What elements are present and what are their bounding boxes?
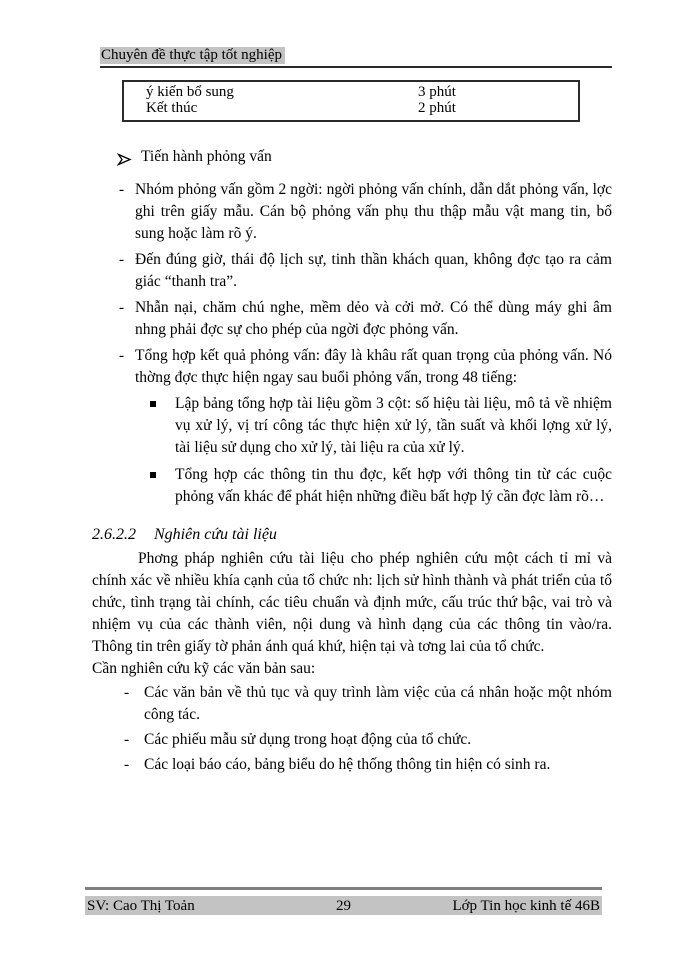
- dash-bullet-icon: -: [124, 731, 130, 748]
- sub-list-item: [150, 464, 612, 508]
- footer-class: Lớp Tin học kinh tế 46B: [452, 897, 600, 914]
- table-cell-value: 3 phút: [418, 84, 456, 100]
- table-cell-value: 2 phút: [418, 100, 456, 116]
- table-cell-label: Kết thúc: [146, 100, 198, 116]
- body-paragraph: Phơng pháp nghiên cứu tài liệu cho phép nghiên cứu một cách tỉ mỉ và chính xác về nhiều khía cạnh của tổ chức nh: lịch sử hình thành và phát triển của tổ chức, tình trạng tài chính, các tiêu chuẩn và định mức, cấu trúc thứ bậc, vai trò và nhiệm vụ của các thành viên, nội dung và hình dạng của các thông tin vào/ra. Thông tin trên giấy tờ phản ánh quá khứ, hiện tại và tơng lai của tổ chức.: [92, 550, 612, 655]
- table-row: [146, 100, 578, 116]
- dash-bullet-icon: -: [124, 756, 130, 773]
- schedule-table: [122, 80, 580, 122]
- arrow-list-item: [117, 146, 612, 173]
- list-item-text: Nhóm phỏng vấn gồm 2 ngời: ngời phỏng vấn chính, dẫn dắt phỏng vấn, lợc ghi trên giấy mẫu. Cán bộ phỏng vấn phụ thu thập mẫu vật mang tin, bổ sung hoặc làm rõ ý.: [135, 181, 612, 242]
- sub-list-item-text: Tổng hợp các thông tin thu đợc, kết hợp với thông tin từ các cuộc phỏng vấn khác để phát hiện những điều bất hợp lý cần đợc làm rõ…: [175, 466, 612, 505]
- list-item-text: Các phiếu mẫu sử dụng trong hoạt động của tổ chức.: [144, 731, 472, 748]
- list-item-text: Tổng hợp kết quả phỏng vấn: đây là khâu rất quan trọng của phỏng vấn. Nó thờng đợc thực hiện ngay sau buổi phỏng vấn, trong 48 tiếng:: [135, 347, 612, 386]
- arrow-bullet-icon: [117, 151, 132, 173]
- list-item: [119, 249, 612, 293]
- dash-bullet-icon: -: [119, 251, 125, 268]
- footer-student: SV: Cao Thị Toản: [87, 897, 195, 914]
- list-item: [119, 297, 612, 341]
- dash-bullet-icon: -: [124, 684, 130, 701]
- list-item: [119, 179, 612, 245]
- section-heading: [92, 524, 612, 546]
- table-row: [146, 84, 578, 100]
- page-footer: [85, 896, 602, 915]
- list-item-text: Các văn bản về thủ tục và quy trình làm việc của cá nhân hoặc một nhóm công tác.: [144, 684, 612, 723]
- list-item: [124, 754, 612, 776]
- square-bullet-icon: [150, 472, 156, 478]
- list-item-text: Đến đúng giờ, thái độ lịch sự, tinh thần khách quan, không đợc tạo ra cảm giác “thanh tra”.: [135, 251, 612, 290]
- dash-bullet-icon: -: [119, 347, 125, 364]
- section-number: 2.6.2.2: [92, 526, 136, 543]
- document-body: [92, 146, 612, 779]
- arrow-item-label: Tiến hành phỏng vấn: [141, 148, 272, 165]
- sub-list-item: [150, 393, 612, 459]
- documents-lead: Cần nghiên cứu kỹ các văn bản sau:: [92, 660, 316, 677]
- dash-bullet-icon: -: [119, 181, 125, 198]
- sub-list-item-text: Lập bảng tổng hợp tài liệu gồm 3 cột: số hiệu tài liệu, mô tả về nhiệm vụ xử lý, vị trí công tác thực hiện xử lý, tần suất và khối lợng xử lý, tài liệu sử dụng cho xử lý, tài liệu ra của xử lý.: [175, 395, 612, 456]
- square-bullet-icon: [150, 401, 156, 407]
- dash-bullet-icon: -: [119, 299, 125, 316]
- page-header: [100, 47, 612, 68]
- header-title: Chuyên đề thực tập tốt nghiệp: [100, 47, 285, 64]
- list-item: [124, 682, 612, 726]
- table-cell-label: ý kiến bổ sung: [146, 84, 234, 100]
- footer-page-number: 29: [336, 897, 351, 914]
- list-item: [124, 729, 612, 751]
- section-title: Nghiên cứu tài liệu: [154, 526, 277, 543]
- list-item: [119, 345, 612, 389]
- list-item-text: Nhẫn nại, chăm chú nghe, mềm dẻo và cởi mở. Có thể dùng máy ghi âm nhng phải đợc sự cho phép của ngời đợc phỏng vấn.: [135, 299, 612, 338]
- footer-rule: [85, 887, 602, 890]
- list-item-text: Các loại báo cáo, bảng biểu do hệ thống thông tin hiện có sinh ra.: [144, 756, 551, 773]
